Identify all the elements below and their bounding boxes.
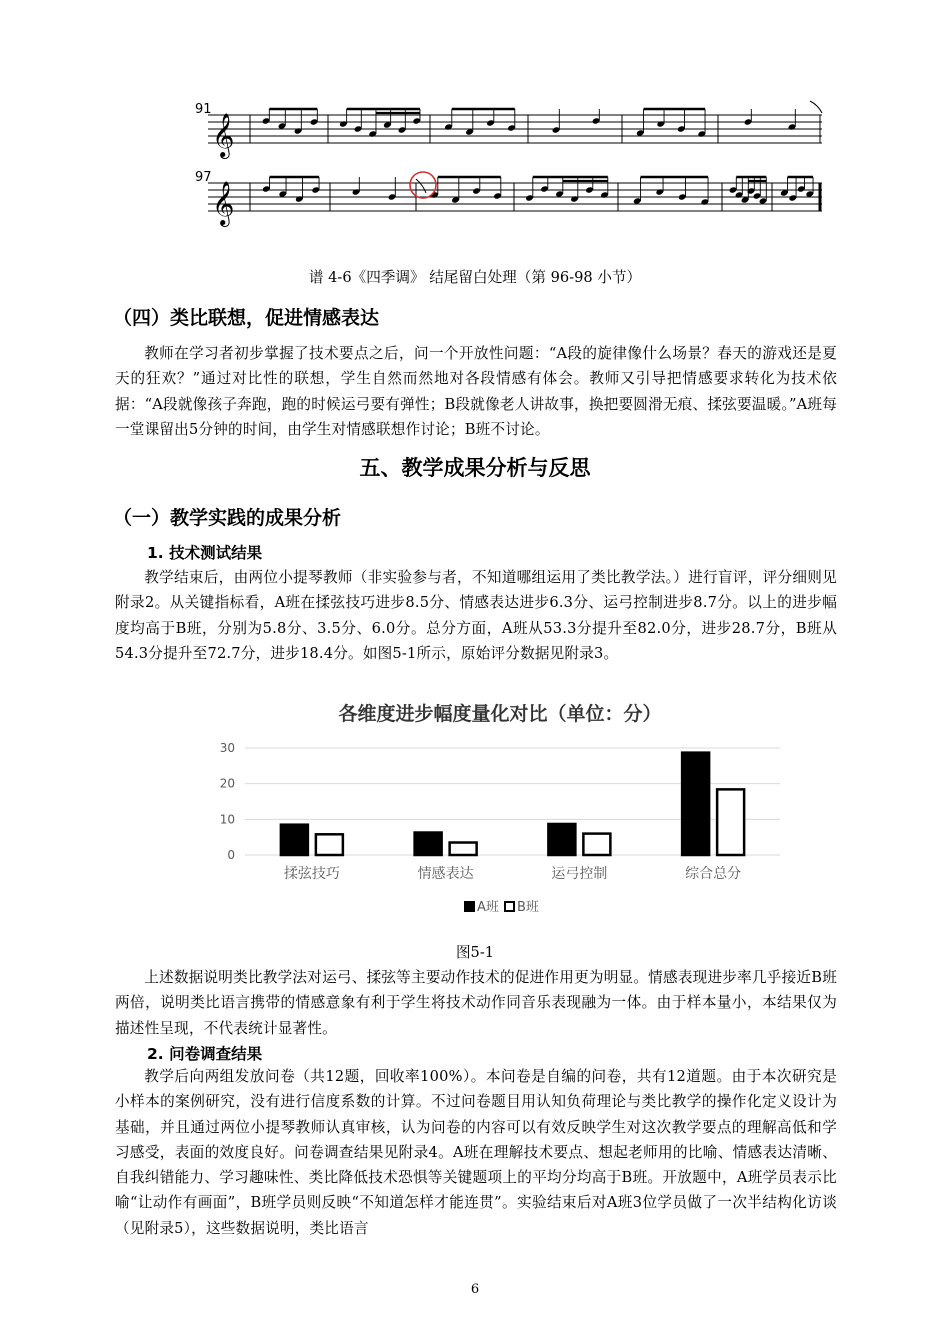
measure-number: 91 <box>195 102 212 117</box>
chart-category-label: 综合总分 <box>685 866 742 882</box>
chart-ytick-label: 20 <box>219 776 235 791</box>
progress-bar-chart <box>215 690 795 925</box>
treble-clef-icon: 𝄞 <box>212 181 235 225</box>
annotation-circle <box>410 172 436 198</box>
music-score <box>190 95 840 245</box>
chart-ytick-label: 30 <box>219 741 235 755</box>
paragraph-technical-test: 教学结束后，由两位小提琴教师（非实验参与者，不知道哪组运用了类比教学法。）进行盲评，评分细则见附录2。从关键指标看，A班在揉弦技巧进步8.5分、情感表达进步6.3分、运弓控制进步8.7分。以上的进步幅度均高于B班，分别为5.8分、3.5分、6.0分。总分方面，A班从53.3分提升至82.0分，进步28.7分，B班从54.3分提升至72.7分，进步18.4分。如图5-1所示，原始评分数据见附录3。 <box>115 569 837 662</box>
breath-mark-icon <box>810 101 822 113</box>
chart-category-label: 情感表达 <box>417 866 474 882</box>
chart-bar-b <box>316 834 343 855</box>
paragraph-survey: 教学后向两组发放问卷（共12题，回收率100%）。本问卷是自编的问卷，共有12道题。由于本次研究是小样本的案例研究，没有进行信度系数的计算。不过问卷题目用认知负荷理论与类比教学的操作化定义设计为基础，并且通过两位小提琴教师认真审核，认为问卷的内容可以有效反映学生对这次教学要点的理解高低和学习感受，表面的效度良好。问卷调查结果见附录4。A班在理解技术要点、想起老师用的比喻、情感表达清晰、自我纠错能力、学习趣味性、类比降低技术恐惧等关键题项上的平均分均高于B班。开放题中，A班学员表示比喻“让动作有画面”，B班学员则反映“不知道怎样才能连贯”。实验结束后对A班3位学员做了一次半结构化访谈（见附录5），这些数据说明，类比语言 <box>115 1068 837 1237</box>
legend-label: B班 <box>517 900 539 915</box>
chart-ytick-label: 0 <box>227 848 235 862</box>
chart-category-label: 运弓控制 <box>551 866 608 882</box>
measure-number: 97 <box>195 170 212 185</box>
subheading-survey: 2. 问卷调查结果 <box>147 1045 263 1063</box>
treble-clef-icon: 𝄞 <box>212 113 235 157</box>
legend-swatch <box>465 902 474 911</box>
chart-ytick-label: 10 <box>219 812 235 827</box>
breath-mark-icon <box>416 179 426 193</box>
score-caption: 谱 4-6《四季调》 结尾留白处理（第 96-98 小节） <box>308 269 642 286</box>
chart-bar-b <box>450 843 477 855</box>
figure-caption: 图5-1 <box>455 944 495 961</box>
paragraph-analogy: 教师在学习者初步掌握了技术要点之后，问一个开放性问题：“A段的旋律像什么场景？春天的游戏还是夏天的狂欢？”通过对比性的联想，学生自然而然地对各段情感有体会。教师又引导把情感要求转化为技术依据：“A段就像孩子奔跑，跑的时候运弓要有弹性；B段就像老人讲故事，换把要圆滑无痕、揉弦要温暖。”A班每一堂课留出5分钟的时间，由学生对情感联想作讨论；B班不讨论。 <box>115 345 837 438</box>
paragraph-after-chart: 上述数据说明类比教学法对运弓、揉弦等主要动作技术的促进作用更为明显。情感表现进步率几乎接近B班两倍，说明类比语言携带的情感意象有利于学生将技术动作同音乐表现融为一体。由于样本量小，本结果仅为描述性呈现，不代表统计显著性。 <box>115 969 837 1037</box>
chart-bar-a <box>415 833 442 855</box>
section-heading-4: （四）类比联想，促进情感表达 <box>113 307 380 329</box>
chart-bar-a <box>682 753 709 855</box>
section-heading-5-1: （一）教学实践的成果分析 <box>113 507 342 529</box>
chart-bar-a <box>548 824 575 855</box>
chart-bar-b <box>717 789 744 855</box>
legend-label: A班 <box>477 900 499 915</box>
chart-title: 各维度进步幅度量化对比（单位：分） <box>338 703 662 725</box>
chart-bar-b <box>583 834 610 855</box>
chapter-heading: 五、教学成果分析与反思 <box>359 456 591 480</box>
legend-swatch <box>505 902 514 911</box>
chart-bar-a <box>281 825 308 855</box>
chart-category-label: 揉弦技巧 <box>283 866 340 882</box>
subheading-technical-test: 1. 技术测试结果 <box>147 544 263 562</box>
page-number: 6 <box>470 1282 480 1297</box>
